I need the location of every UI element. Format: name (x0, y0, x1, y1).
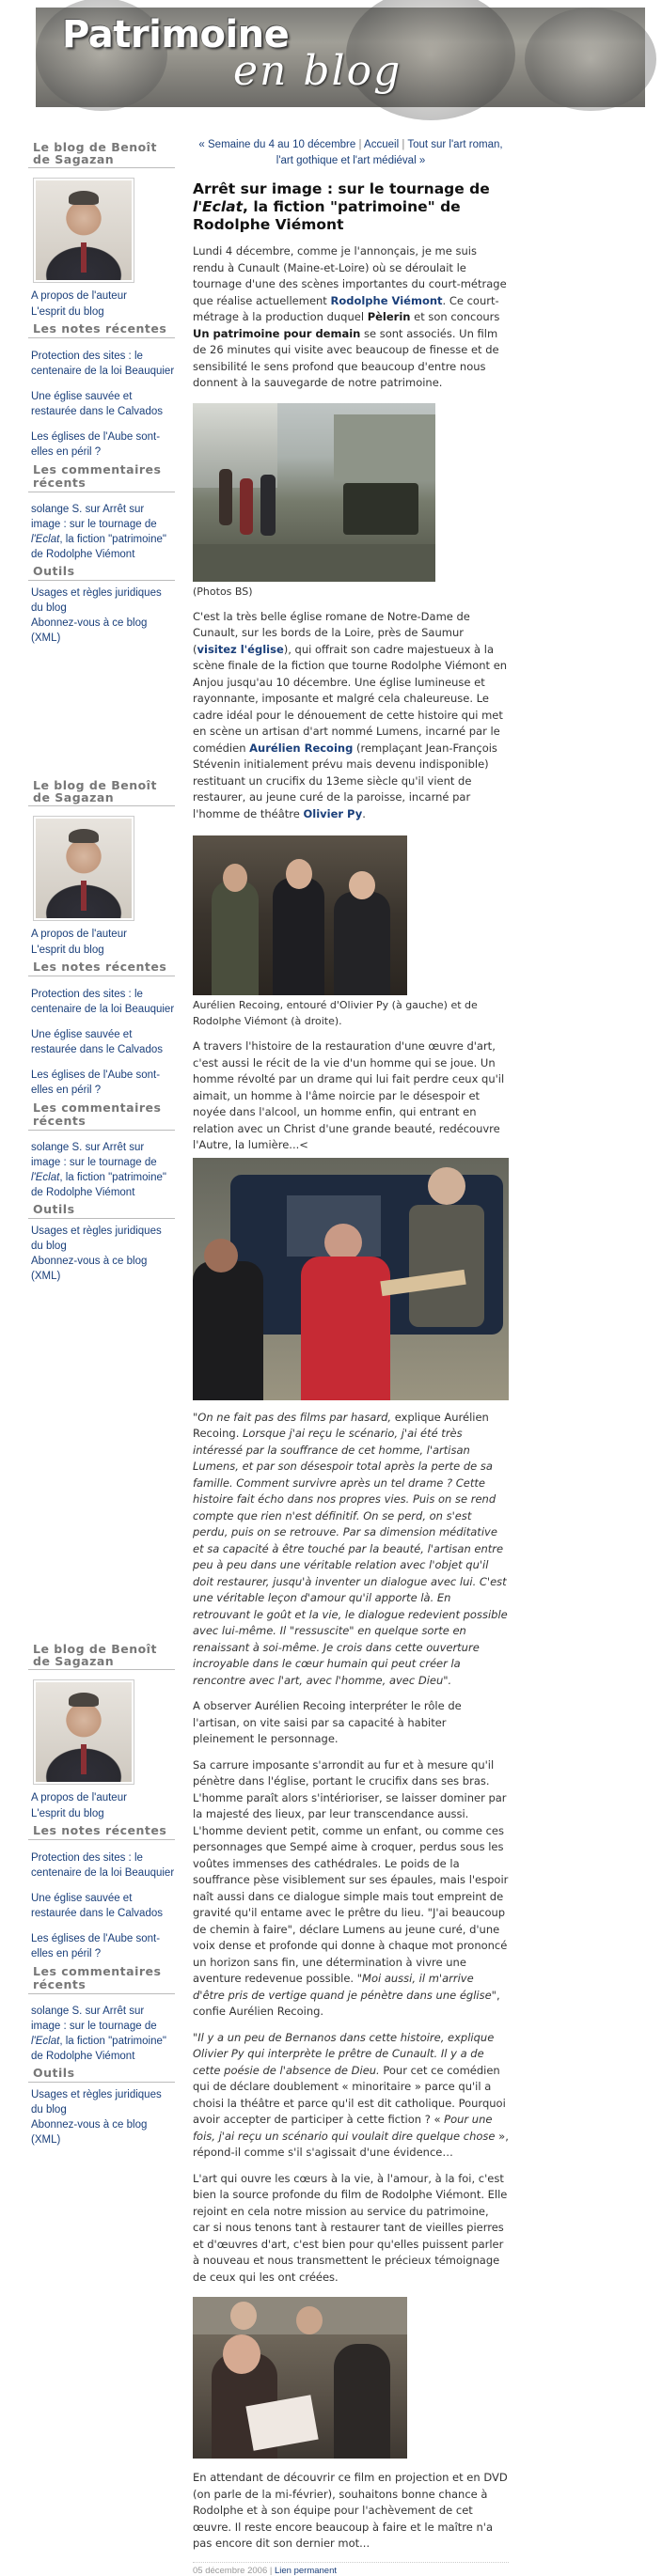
recent-note-link[interactable]: Une église sauvée et restaurée dans le Calvados (31, 1893, 163, 1919)
recent-notes-heading: Les notes récentes (28, 322, 175, 338)
category-link[interactable]: Tout sur l'art roman, l'art gothique et l'art médiéval » (276, 139, 503, 166)
post-title: Arrêt sur image : sur le tournage de l'Eclat, la fiction "patrimoine" de Rodolphe Viémont (193, 180, 490, 233)
recent-note-link[interactable]: Les églises de l'Aube sont-elles en péril ? (31, 1069, 161, 1096)
post-paragraph: L'art qui ouvre les cœurs à la vie, à l'amour, à la foi, c'est bien la source profonde du film de Rodolphe Viémont. Elle rejoint en cela notre mission au service du patrimoine, car si nous tenons tant à restaurer tant de vieilles pierres et d'œuvres d'art, c'est bien pour qu'elles puissent parler à nouveau et nous transmettent le précieux témoignage de ceux qui les ont créées. (193, 2171, 508, 2284)
post-navigation: « Semaine du 4 au 10 décembre | Accueil | Tout sur l'art roman, l'art gothique et l'art médiéval » (198, 139, 503, 166)
sidebar (28, 141, 175, 646)
tools-heading: Outils (28, 1203, 175, 1219)
tools-heading: Outils (28, 2067, 175, 2083)
filming-street-photo[interactable] (193, 403, 435, 582)
olivier-py-link[interactable]: Olivier Py (303, 806, 363, 820)
banner-title: Patrimoine (62, 13, 290, 56)
recent-note-link[interactable]: Une église sauvée et restaurée dans le Calvados (31, 1029, 163, 1055)
rss-subscribe-link[interactable]: Abonnez-vous à ce blog (XML) (31, 2119, 148, 2146)
recent-note-link[interactable]: Les églises de l'Aube sont-elles en péril ? (31, 431, 161, 458)
post-date: 05 décembre 2006 (193, 2565, 268, 2576)
recent-note-link[interactable]: Protection des sites : le centenaire de la loi Beauquier (31, 351, 175, 377)
blog-banner[interactable] (36, 8, 645, 107)
recent-comments-heading: Les commentaires récents (28, 1101, 175, 1131)
recent-comment[interactable]: solange S. sur Arrêt sur image : sur le tournage de l'Eclat, la fiction "patrimoine" de Rodolphe Viémont (31, 504, 166, 560)
home-link[interactable]: Accueil (364, 139, 400, 150)
post-paragraph: "On ne fait pas des films par hasard, explique Aurélien Recoing. Lorsque j'ai reçu le scénario, j'ai été très intéressé par la souffrance de cet homme, l'artisan Lumens, et par son désespoir total après la perte de sa famille. Comment survivre après un tel drame ? Cette histoire fait écho dans nos propres vies. Puis on se rend compte que rien n'est définitif. On se perd, on s'est perdu, puis on se retrouve. Par sa dimension méditative et sa capacité à être touché par la beauté, l'artisan entre peu à peu dans une véritable relation avec l'objet qu'il doit restaurer, jusqu'à inventer un dialogue avec lui. C'est une véritable leçon d'amour qu'il apporte là. En retrouvant le goût et la vie, le dialogue redevient possible avec lui-même. Il "ressuscite" en quelque sorte en renaissant à soi-même. Je crois dans cette ouverture incroyable dans le cœur humain qui peut créer la rencontre avec l'art, avec l'homme, avec Dieu". (193, 1410, 508, 1687)
author-photo[interactable] (33, 178, 134, 283)
sidebar-heading: Le blog de Benoît de Sagazan (28, 1643, 175, 1670)
main-content (193, 137, 509, 2576)
permalink[interactable]: Lien permanent (274, 2565, 338, 2576)
recent-notes-heading: Les notes récentes (28, 1824, 175, 1840)
crucifix-scene-photo[interactable] (193, 1158, 509, 1400)
post-paragraph: A travers l'histoire de la restauration d'une œuvre d'art, c'est aussi le récit de la vie d'un homme qui se joue. Un homme révolté par un drame qui lui fait perdre ceux qu'il aimait, un homme à l'âme noircie par le désespoir et noyée dans l'alcool, un homme enfin, qui entrant en relation avec un Christ d'une grande beauté, redécouvre l'Autre, la lumière...< (193, 1039, 505, 1151)
recent-notes-heading: Les notes récentes (28, 960, 175, 976)
about-author-link[interactable]: A propos de l'auteur (31, 1792, 127, 1803)
post-paragraph: Sa carrure imposante s'arrondit au fur et à mesure qu'il pénètre dans l'église, portant le crucifix dans ses bras. L'homme paraît alors s'intérioriser, se laisser dominer par la majesté des lieux, par leur transcendance aussi. L'homme devient petit, comme un enfant, ou comme ces personnages que Sempé aime à croquer, perdus sous les voûtes immenses des cathédrales. Le poids de la souffrance pèse visiblement sur ses épaules, mais l'espoir naît aussi dans ce dialogue simple mais tout empreint de gravité qu'il entame avec le prêtre du lieu. "J'ai beaucoup de chemin à faire", déclare Lumens au jeune curé, d'une voix dense et profonde qui donne à chaque mot prononcé un horizon sans fin, une détermination à vivre une aventure redevenue possible. "Moi aussi, il m'arrive d'être pris de vertige quand je pénètre dans une église", confie Aurélien Recoing. (193, 1757, 509, 2018)
blog-spirit-link[interactable]: L'esprit du blog (31, 306, 104, 318)
sidebar (28, 1643, 175, 2147)
banner-subtitle: en blog (233, 47, 402, 95)
post-paragraph: "Il y a un peu de Bernanos dans cette histoire, explique Olivier Py qui interprète le prêtre de Cunault. Il y a de cette poésie de l'absence de Dieu. Pour cet ce comédien qui de déclare doublement « minoritaire » parce qu'il a choisi la théâtre et parce qu'il est dit catholique. Pourquoi avoir accepter de participer à cette fiction ? « Pour une fois, j'ai reçu un scénario qui voulait dire quelque chose », répond-il comme s'il s'agissait d'une évidence… (193, 2030, 509, 2159)
post-paragraph: Lundi 4 décembre, comme je l'annonçais, je me suis rendu à Cunault (Maine-et-Loire) où se déroulait le tournage d'une des scènes importantes du court-métrage que réalise actuellement Rodolphe Viémont. Ce court-métrage à la production duquel Pèlerin et son concours Un patrimoine pour demain se sont associés. Un film de 26 minutes qui visite avec beaucoup de finesse et de sensibilité le sens profond que beaucoup d'entre nous donnent à la sauvegarde de notre patrimoine. (193, 244, 507, 389)
blog-spirit-link[interactable]: L'esprit du blog (31, 1808, 104, 1819)
legal-usage-link[interactable]: Usages et règles juridiques du blog (31, 587, 162, 614)
post-paragraph: C'est la très belle église romane de Notre-Dame de Cunault, sur les bords de la Loire, près de Saumur (visitez l'église), qui offrait son cadre majestueux à la scène finale de la fiction que tourne Rodolphe Viémont en Anjou jusqu'au 10 décembre. Une église lumineuse et rayonnante, imposante et malgré cela chaleureuse. Le cadre idéal pour le dénouement de cette histoire qui met en scène un artisan d'art nommé Lumens, incarné par le comédien Aurélien Recoing (remplaçant Jean-François Stévenin initialement prévu mais devenu indisponible) restituant un crucifix du 13eme siècle qu'il vient de restaurer, au jeune curé de la paroisse, incarné par l'homme de théâtre Olivier Py. (193, 609, 508, 820)
film-crew-photo[interactable] (193, 2297, 407, 2459)
legal-usage-link[interactable]: Usages et règles juridiques du blog (31, 1226, 162, 1252)
about-author-link[interactable]: A propos de l'auteur (31, 929, 127, 940)
recent-note-link[interactable]: Une église sauvée et restaurée dans le Calvados (31, 391, 163, 417)
legal-usage-link[interactable]: Usages et règles juridiques du blog (31, 2089, 162, 2115)
aurelien-recoing-link[interactable]: Aurélien Recoing (249, 741, 354, 755)
sidebar-heading: Le blog de Benoît de Sagazan (28, 779, 175, 806)
recent-comment[interactable]: solange S. sur Arrêt sur image : sur le tournage de l'Eclat, la fiction "patrimoine" de Rodolphe Viémont (31, 1142, 166, 1198)
recent-comments-heading: Les commentaires récents (28, 1965, 175, 1994)
blog-spirit-link[interactable]: L'esprit du blog (31, 945, 104, 956)
post-paragraph: A observer Aurélien Recoing interpréter le rôle de l'artisan, on vite saisi par sa capacité à habiter pleinement le personnage. (193, 1699, 462, 1745)
rss-subscribe-link[interactable]: Abonnez-vous à ce blog (XML) (31, 617, 148, 644)
visit-church-link[interactable]: visitez l'église (197, 642, 284, 656)
about-author-link[interactable]: A propos de l'auteur (31, 290, 127, 302)
photo-credit: (Photos BS) (193, 585, 253, 598)
author-photo[interactable] (33, 816, 134, 921)
actors-photo[interactable] (193, 835, 407, 995)
author-photo[interactable] (33, 1679, 134, 1785)
post-footer: 05 décembre 2006 | Lien permanent (193, 2562, 509, 2576)
photo-caption: Aurélien Recoing, entouré d'Olivier Py (à gauche) et de Rodolphe Viémont (à droite). (193, 999, 478, 1027)
recent-comments-heading: Les commentaires récents (28, 463, 175, 492)
tools-heading: Outils (28, 565, 175, 581)
rss-subscribe-link[interactable]: Abonnez-vous à ce blog (XML) (31, 1256, 148, 1282)
previous-week-link[interactable]: « Semaine du 4 au 10 décembre (198, 139, 356, 150)
recent-note-link[interactable]: Protection des sites : le centenaire de la loi Beauquier (31, 989, 175, 1015)
rodolphe-viemont-link[interactable]: Rodolphe Viémont (330, 293, 443, 307)
recent-comment[interactable]: solange S. sur Arrêt sur image : sur le tournage de l'Eclat, la fiction "patrimoine" de Rodolphe Viémont (31, 2006, 166, 2062)
sidebar (28, 779, 175, 1284)
recent-note-link[interactable]: Protection des sites : le centenaire de la loi Beauquier (31, 1852, 175, 1879)
sidebar-heading: Le blog de Benoît de Sagazan (28, 141, 175, 168)
recent-note-link[interactable]: Les églises de l'Aube sont-elles en péril ? (31, 1933, 161, 1959)
post-paragraph: En attendant de découvrir ce film en projection et en DVD (on parle de la mi-février), souhaitons bonne chance à Rodolphe et à son équipe pour l'achèvement de cet œuvre. Il reste encore beaucoup à faire et le maître n'a pas encore dit son dernier mot... (193, 2471, 508, 2550)
